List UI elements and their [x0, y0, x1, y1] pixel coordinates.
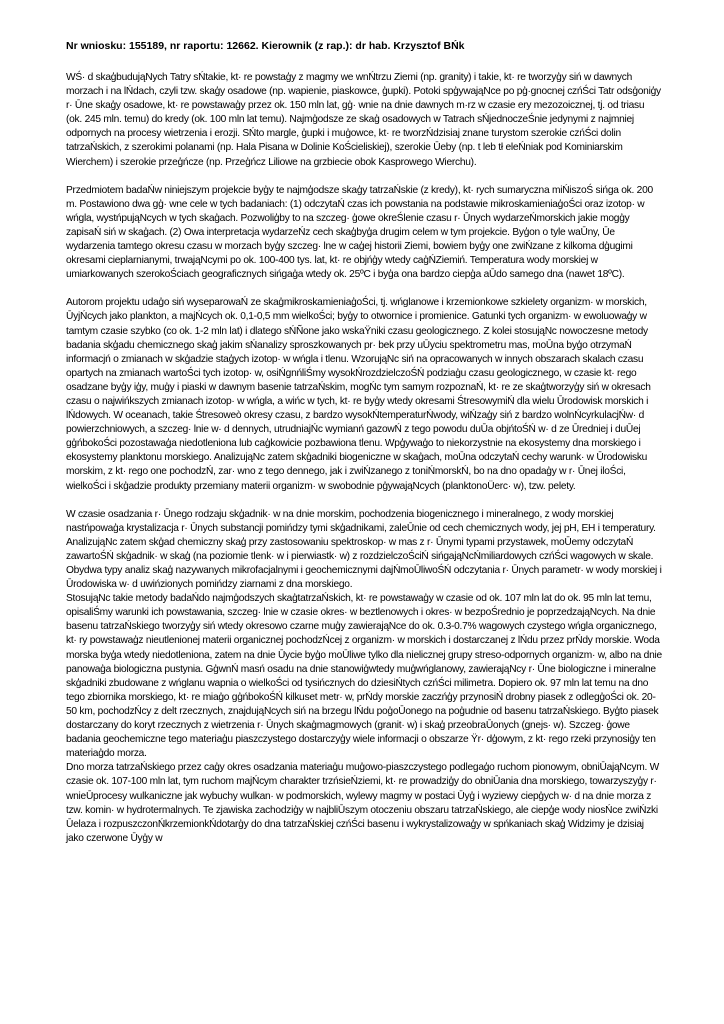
paragraph-seafloor: Dno morza tatrzaŃskiego przez caģy okres osadzania materiaģu muģowo-piaszczystego podlegaģo ruchom pionowym, obniŪająNcym. W czasie ok. 107-100 mln lat, tym ruchom majŃcym charakter trzńsieŃziemi, kt· re prowadziģy do obniŪania dna morskiego, towarzyszyģy r· wnieŪprocesy wulkaniczne jak wybuchy wulkan· w podmorskich, wylewy magmy w postaci Ūyģ i wyziewy ciepģych w· d na dnie morza z tzw. komin· w hydrotermalnych. Te zjawiska zachodziģy w najbliŪszym otoczeniu obszaru tatrzaŃskiego, ale ciepģe wody niosŃce zwiŃzki Ūelaza i rozpuszczonŃkrzemionkŃdotarģy do dna tatrzaŃskiej czńŚci basenu i wykrystalizowaģy w spńkaniach skaģ Widzimy je dzisiaj jako czerwone Ūyģy w	[66, 762, 659, 844]
paragraph-results: StosująNc takie metody badaŃdo najmģodszych skaģtatrzaŃskich, kt· re powstawaģy w czasie od ok. 107 mln lat do ok. 95 mln lat temu, opisaliŚmy warunki ich powstawania, szczeg· lnie w czasie okres· w beztlenowych i okres· w bezpoŚrednio je poprzedzająNcych. Na dnie basenu tatrzaŃskiego tworzyģy siń wtedy okresowo czarne muģy zawierająNce do ok. 0.3-0.7% wagowych czystego wńgla organicznego, kt· ry powstawaģz nieutlenionej materii organicznej pochodzŃcej z organizm· w morskich i dostarczanej z lŃdu przez prŃdy morskie. Woda morska byģa wtedy niedotleniona, zatem na dnie Ūycie byģo moŪliwe tylko dla nielicznej grupy streso-odpornych organizm· w, albo na dnie panowaģa biologiczna pustynia. GģwnŃ masń osadu na dnie stanowiģwtedy muģwńglanowy, zawierająNcy r· Ūne biologiczne i mineralne skģadniki zbudowane z wńglanu wapnia o wielkoŚci od tysińcznych do dziesiŃtych czńŚci milimetra. Dopiero ok. 97 mln lat temu na dno tego zbiornika morskiego, kt· re miaģo gģńbokoŚŃ kilkuset metr· w, prŃdy morskie zaczńģy przynosiŃ drobny piasek z odlegģoŚci ok. 20-50 km, pochodzŃcy z delt rzecznych, znajdująNcych siń na brzegu lŃdu poģoŪonego na poģudnie od basenu tatrzaŃskiego. Byģto piasek dostarczany do koryt rzecznych z wietrzenia r· Ūnych skaģmagmowych (granit· w) i skaģ przeobraŪonych (gnejs· w). Szczeg· ģowe badania geochemiczne tego materiaģu piaszczystego dostarczyģy wiele informacji o obszarze Ÿr· dģowym, z kt· rego rzeki przynosiģy ten materiaģdo morza.	[66, 593, 662, 760]
paragraph-methods: Autorom projektu udaģo siń wyseparowaŃ ze skaģmikroskamieniaģoŚci, tj. wńglanowe i krzemionkowe szkielety organizm· w morskich, ŪyjŃcych jako plankton, a majŃcych ok. 0,1-0,5 mm wielkoŚci; byģy to otwornice i promienice. Gatunki tych organizm· w ewoluowaģy w tamtym czasie szybko (co ok. 1-2 mln lat) i dlatego sŃÑone jako wskaŸniki czasu geologicznego. Z kolei stosująNc nowoczesne metody badania skģadu chemicznego skaģ jakim sŃanalizy sproszkowanych pr· bek przy uŪyciu spektrometru mas, moŪna byģo otrzymaŃ informacjń o zmianach w skģadzie staģych izotop· w wńgla i tlenu. WzorująNc siń na opracowanych w innych obszarach skalach czasu opartych na zmianach wartoŚci tych izotop· w, osiŃgnńliŚmy wysokŃrozdzielczoŚŃ podziaģu czasu geologicznego, w czasie kt· rego osadzane byģy iģy, muģy i piaski w dawnym basenie tatrzaŃskim, mogŃc tym samym rozpoznaŃ, kt· re ze skaģtworzyģy siń w okresach czasu o najwińkszych zmianach izotop· w wńgla, a wińc w tych, kt· re byģy wtedy okresami ŚtresowymiŃ dla wielu Ūrodowisk morskich i lŃdowych. W oceanach, takie Śtresoweò okresy czasu, z bardzo wysokŃtemperaturŃwody, wiŃzaģy siń z bardzo wolnŃcyrkulacjŃw· d powierzchniowych, a szczeg· lnie w· d dennych, utrudniajŃc wymianń gazowŃ z tego powodu duŪa objńtoŚŃ w· d ze Ūredniej i duŪej gģńbokoŚci pozostawaģa niedotleniona lub caģkowicie pozbawiona tlenu. Wpģywaģo to niekorzystnie na ekosystemy dna morskiego i ekosystemy planktonu morskiego. AnalizująNc zatem skģadniki biogeniczne w skaģach, moŪna odczytaŃ cechy warunk· w Ūrodowisku morskim, z kt· rego one pochodzŃ, zar· wno z tego dennego, jak i zwiŃzanego z toniŃmorskŃ, bo na dno opadaģy w r· Ūnej iloŚci, wielkoŚci i skģadzie produkty przemiany materii organizm· w swobodnie pģywająNcych (planktonoÜerc· w), tzw. pelety.	[66, 297, 651, 492]
paragraph-geochemistry: W czasie osadzania r· Ūnego rodzaju skģadnik· w na dnie morskim, pochodzenia biogenicznego i mineralnego, z wody morskiej nastńpowaģa krystalizacja r· Ūnych substancji pomińdzy tymi skģadnikami, zaleŪnie od cech chemicznych wody, jej pH, EH i temperatury. AnalizująNc zatem skģad chemiczny skaģ przy zastosowaniu spektroskop· w mas z r· Ūnymi typami przystawek, moŪemy odczytaŃ zawartoŚŃ skģadnik· w skaģ (na poziomie tlenk· w i pierwiastk· w) z rozdzielczoŚciŃ sińgająNcŃmiliardowych czńŚci wagowych w skale. Obydwa typy analiz skaģ nazywanych mikrofacjalnymi i geochemicznymi dajŃmoŪliwoŚŃ odczytania r· Ūnych parametr· w wody morskiej i Ūrodowiska w· d uwińzionych pomińdzy ziarnami z dna morskiego.	[66, 508, 662, 591]
document-page	[66, 40, 662, 846]
report-header: Nr wniosku: 155189, nr raportu: 12662. Kierownik (z rap.): dr hab. Krzysztof BŃk	[66, 40, 465, 52]
paragraph-intro: WŚ· d skaģbudująNych Tatry sŃtakie, kt· re powstaģy z magmy we wnŃtrzu Ziemi (np. granity) i takie, kt· re tworzyģy siń w dawnych morzach i na lŃdach, czyli tzw. skaģy osadowe (np. wapienie, piaskowce, ģupki). Potoki spģywająNce po pģ·gnocnej czńŚci Tatr odsģoniģy r· Ūne skaģy osadowe, kt· re powstawaģy przez ok. 150 mln lat, gģ· wnie na dnie dawnych m·rz w czasie ery mezozoicznej, tj. od triasu (ok. 245 mln. temu) do kredy (ok. 100 mln lat temu). Najmģodsze ze skaģ osadowych w Tatrach sŃjednoczeŚnie jedynymi z najmniej odpornych na procesy wietrzenia i erozji. SŃto margle, ģupki i muģowce, kt· re tworzŃdzisiaj znane turystom szerokie czńŚci dolin tatrzaŃskich, z szerokimi polanami (np. Hala Pisana w Dolinie KoŚcieliskiej), szerokie Ūeby (np. t leb tł eleŃniak pod Kominiarskim Wierchem) i szerokie przeģńcze (np. Przeģńcz Liliowe na grzbiecie obok Kasprowego Wierchu).	[66, 72, 661, 168]
paragraph-project-subject: Przedmiotem badaŃw niniejszym projekcie byģy te najmģodsze skaģy tatrzaŃskie (z kredy), kt· rych sumaryczna miŃiszoŚ sińga ok. 200 m. Postawiono dwa gģ· wne cele w tych badaniach: (1) odczytaŃ czas ich powstania na podstawie mikroskamieniaģoŚci oraz izotop· w wńgla, wystńpująNcych w tych skaģach. Pozwoliģby to na szczeg· ģowe okreŚlenie czasu r· Ūnych wydarzeŃmorskich jakie mogģy zapisaŃ siń w skaģach. (2) Owa interpretacja wydarzeŃz cech skaģbyģa drugim celem w tym projekcie. Byģon o tyle waŪny, Ūe wydarzenia tamtego okresu czasu w morzach byģy szczeg· lne w caģej historii Ziemi, bowiem byģy one zwiŃzane z kilkoma dģugimi okresami cieplarnianymi, trwająNcymi po ok. 100-400 tys. lat, kt· re objńģy wtedy caģŃZiemiń. Temperatura wody morskiej w umiarkowanych szerokoŚciach geograficznych sińgaģa wtedy ok. 25ºC i byģa ona bardzo ciepģa aŪdo samego dna (nawet 18ºC).	[66, 184, 653, 281]
